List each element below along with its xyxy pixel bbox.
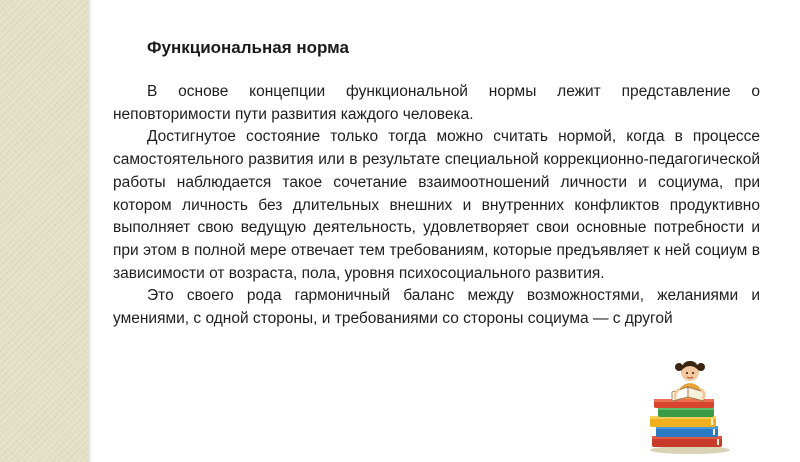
paragraph-2: Достигнутое состояние только тогда можно считать нормой, когда в процессе самостоятельного развития или в результате специальной коррекционно-педагогической работы наблюдается такое сочетание взаимоотношений личности и социума, при котором личность без длительных внешних и внутренних конфликтов продуктивно выполняет свою ведущую деятельность, удовлетворяет свои основные потребности и при этом в полной мере отвечает тем требованиям, которые предъявляет к ней социум в зависимости от возраста, пола, уровня психосоциального развития. <box>113 128 760 282</box>
side-band-shadow <box>88 0 92 462</box>
paragraph-1: В основе концепции функциональной нормы лежит представление о неповторимости пути развития каждого человека. <box>113 83 760 123</box>
page-title: Функциональная норма <box>147 38 349 57</box>
slide-body <box>113 81 760 331</box>
child-reading-on-books-icon <box>638 356 738 456</box>
decorative-side-band <box>0 0 88 462</box>
paragraph-3: Это своего рода гармоничный баланс между возможностями, желаниями и умениями, с одной стороны, и требованиями со стороны социума — с другой <box>113 287 760 328</box>
